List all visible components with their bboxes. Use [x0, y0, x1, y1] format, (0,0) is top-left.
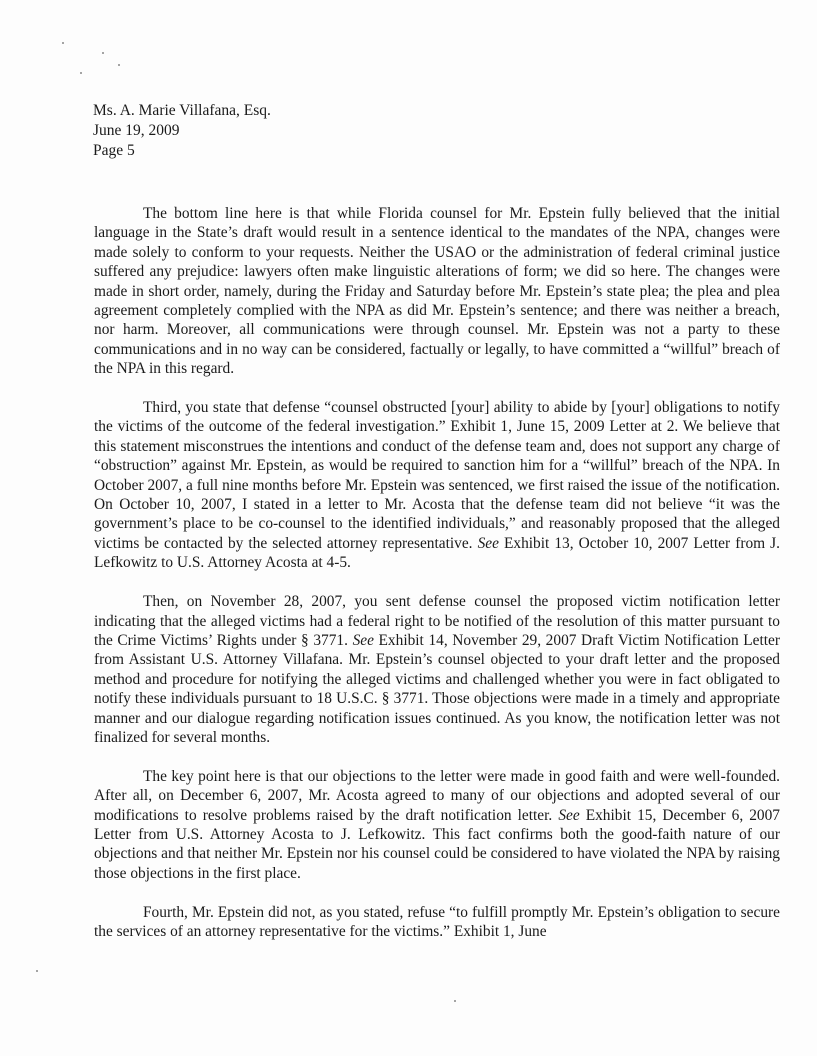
paragraph-text: The bottom line here is that while Florida counsel for Mr. Epstein fully believed that the initial language in the State’s draft would result in a sentence identical to the mandates of the NPA, changes were made solely to conform to your requests. Neither the USAO or the administration of federal criminal justice suffered any prejudice: lawyers often make linguistic alterations of form; we did so here. The changes were made in short order, namely, during the Friday and Saturday before Mr. Epstein’s state plea; the plea and plea agreement completely complied with the NPA as did Mr. Epstein’s sentence; and there was neither a breach, nor harm. Moreover, all communications were through counsel. Mr. Epstein was not a party to these communications and in no way can be considered, factually or legally, to have committed a “willful” breach of the NPA in this regard. [94, 205, 780, 378]
citation-signal: See [558, 806, 580, 824]
paragraph-text: Then, on November 28, 2007, you sent defense counsel the proposed victim notification letter indicating that the alleged victims had a federal right to be notified of the resolution of this matter pursuant to the Crime Victims’ Rights under § 3771. [94, 593, 780, 649]
citation-signal: See [352, 631, 374, 649]
scan-speck [62, 42, 64, 44]
paragraph-november-letter [94, 592, 780, 747]
paragraph-text: Exhibit 15, December 6, 2007 Letter from U.S. Attorney Acosta to J. Lefkowitz. This fact confirms both the good-faith nature of our objections and that neither Mr. Epstein nor his counsel could be considered to have violated the NPA by raising those objections in the first place. [94, 806, 780, 882]
scan-speck [80, 72, 82, 74]
scan-speck [454, 1000, 456, 1002]
letter-header [93, 101, 271, 161]
paragraph-third-point [94, 398, 780, 573]
paragraph-text: Third, you state that defense “counsel obstructed [your] ability to abide by [your] obligations to notify the victims of the outcome of the federal investigation.” Exhibit 1, June 15, 2009 Letter at 2. We believe that this statement misconstrues the intentions and conduct of the defense team and, does not support any charge of “obstruction” against Mr. Epstein, as would be required to sanction him for a “willful” breach of the NPA. In October 2007, a full nine months before Mr. Epstein was sentenced, we first raised the issue of the notification. On October 10, 2007, I stated in a letter to Mr. Acosta that the defense team did not believe “it was the government’s place to be co-counsel to the identified individuals,” and reasonably proposed that the alleged victims be contacted by the selected attorney representative. [94, 399, 780, 552]
letter-body [94, 204, 780, 941]
paragraph-bottom-line [94, 204, 780, 379]
paragraph-key-point [94, 767, 780, 883]
paragraph-text: The key point here is that our objections to the letter were made in good faith and were well-founded. After all, on December 6, 2007, Mr. Acosta agreed to many of our objections and adopted several of our modifications to resolve problems raised by the draft notification letter. [94, 767, 780, 824]
scan-speck [118, 64, 120, 66]
paragraph-text: Exhibit 13, October 10, 2007 Letter from J. Lefkowitz to U.S. Attorney Acosta at 4-5. [94, 534, 781, 572]
recipient-name: Ms. A. Marie Villafana, Esq. [93, 102, 271, 119]
scan-speck [36, 970, 38, 972]
letter-date: June 19, 2009 [93, 122, 180, 139]
paragraph-fourth-point [94, 903, 780, 942]
paragraph-text: Exhibit 14, November 29, 2007 Draft Victim Notification Letter from Assistant U.S. Attorney Villafana. Mr. Epstein’s counsel objected to your draft letter and the proposed method and procedure for notifying the alleged victims and challenged whether you were in fact obligated to notify these individuals pursuant to 18 U.S.C. § 3771. Those objections were made in a timely and appropriate manner and our dialogue regarding notification issues continued. As you know, the notification letter was not finalized for several months. [94, 631, 780, 746]
citation-signal: See [477, 534, 499, 552]
paragraph-text: Fourth, Mr. Epstein did not, as you stated, refuse “to fulfill promptly Mr. Epstein’s obligation to secure the services of an attorney representative for the victims.” Exhibit 1, June [94, 903, 780, 940]
scan-speck [102, 52, 104, 54]
page-number: Page 5 [93, 142, 135, 159]
